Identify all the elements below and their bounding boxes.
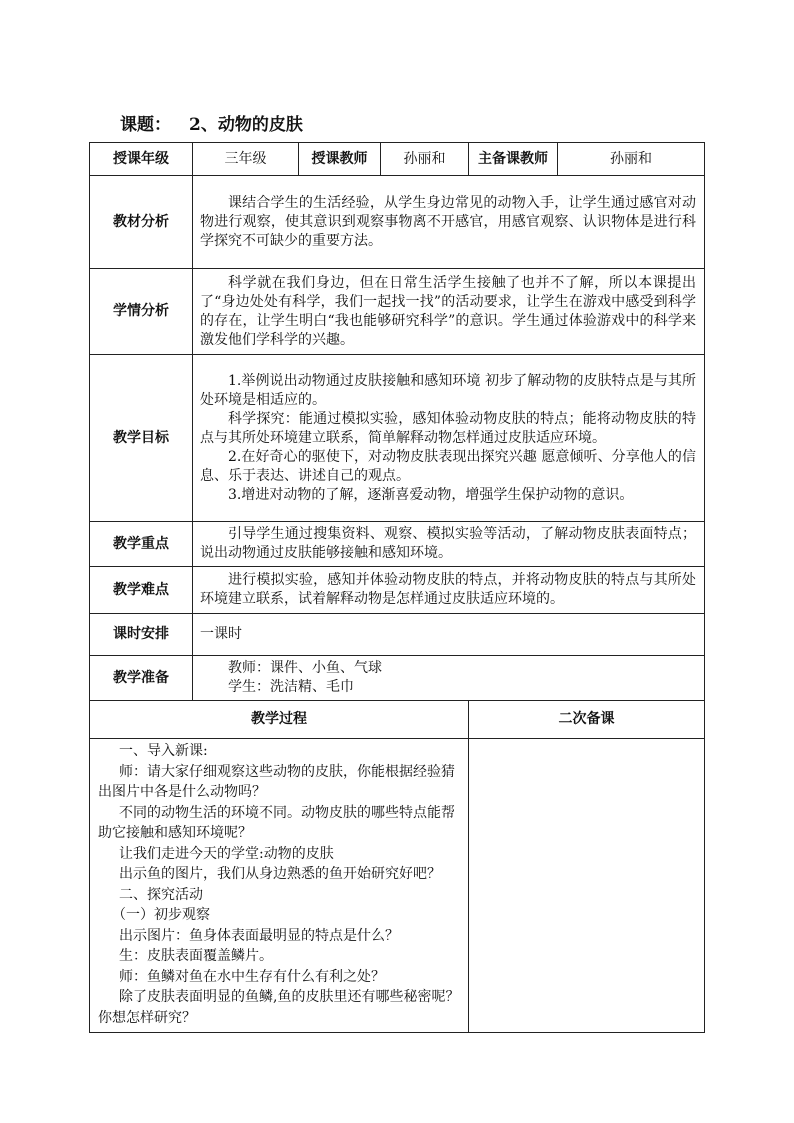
- key-content: [193, 522, 705, 567]
- prep-content: [193, 656, 705, 701]
- lesson-title: [120, 110, 321, 135]
- lead-teacher-label: 主备课教师: [469, 143, 558, 176]
- student-content: [193, 269, 705, 355]
- lead-teacher-value: 孙丽和: [558, 143, 705, 176]
- difficulty-text: 进行模拟实验，感知并体验动物皮肤的特点，并将动物皮肤的特点与其所处环境建立联系，试着解释动物是怎样通过皮肤适应环境的。: [200, 572, 696, 607]
- prep-teacher: 教师：课件、小鱼、气球: [228, 660, 382, 676]
- title-text: 2、动物的皮肤: [189, 115, 303, 135]
- difficulty-content: [193, 567, 705, 614]
- material-text: 课结合学生的生活经验，从学生身边常见的动物入手，让学生通过感官对动物进行观察，使其意识到观察事物离不开感官，用感官观察、认识物体是进行科学探究不可缺少的重要方法。: [200, 194, 696, 249]
- goals-content: [193, 355, 705, 522]
- material-label: 教材分析: [90, 176, 193, 269]
- process-line: 让我们走进今天的学堂:动物的皮肤: [119, 845, 334, 862]
- teacher-label: 授课教师: [299, 143, 381, 176]
- key-text: 引导学生通过搜集资料、观察、模拟实验等活动，了解动物皮肤表面特点；说出动物通过皮肤能够接触和感知环境。: [200, 526, 696, 561]
- revision-header: 二次备课: [469, 701, 705, 739]
- process-line: （一）初步观察: [112, 907, 210, 923]
- material-content: [193, 176, 705, 269]
- goal-2: 科学探究：能通过模拟实验，感知体验动物皮肤的特点；能将动物皮肤的特点与其所处环境建立联系，简单解释动物怎样通过皮肤适应环境。: [200, 410, 696, 446]
- teacher-value: 孙丽和: [381, 143, 469, 176]
- process-line: 二、探究活动: [119, 886, 203, 903]
- process-line: 不同的动物生活的环境不同。动物皮肤的哪些特点能帮助它接触和感知环境呢？: [98, 804, 455, 841]
- process-line: 出示鱼的图片，我们从身边熟悉的鱼开始研究好吧？: [119, 866, 441, 882]
- process-line: 师：请大家仔细观察这些动物的皮肤，你能根据经验猜出图片中各是什么动物吗？: [98, 763, 455, 800]
- prep-label: 教学准备: [90, 656, 193, 701]
- goal-4: 3.增进对动物的了解，逐渐喜爱动物，增强学生保护动物的意识。: [228, 486, 634, 503]
- process-line: 生：皮肤表面覆盖鳞片。: [119, 948, 273, 964]
- grade-value: 三年级: [193, 143, 299, 176]
- difficulty-label: 教学难点: [90, 567, 193, 614]
- grade-label: 授课年级: [90, 143, 193, 176]
- goal-1: 1.举例说出动物通过皮肤接触和感知环境 初步了解动物的皮肤特点是与其所处环境是相适应的。: [200, 372, 696, 408]
- key-label: 教学重点: [90, 522, 193, 567]
- process-line: 出示图片：鱼身体表面最明显的特点是什么？: [119, 927, 399, 944]
- process-line: 一、导入新课:: [119, 743, 208, 759]
- student-label: 学情分析: [90, 269, 193, 355]
- prep-student: 学生：洗洁精、毛巾: [228, 679, 354, 695]
- process-line: 师：鱼鳞对鱼在水中生存有什么有利之处？: [119, 968, 385, 985]
- student-text: 科学就在我们身边，但在日常生活学生接触了也并不了解，所以本课提出了“身边处处有科学，我们一起找一找”的活动要求，让学生在游戏中感受到科学的存在，让学生明白“我也能够研究科学”的意识。学生通过体验游戏中的科学来激发他们学科学的兴趣。: [200, 274, 696, 348]
- process-line: 除了皮肤表面明显的鱼鳞,鱼的皮肤里还有哪些秘密呢？你想怎样研究？: [98, 989, 460, 1026]
- goal-3: 2.在好奇心的驱使下，对动物皮肤表现出探究兴趣 愿意倾听、分享他人的信息、乐于表达、讲述自己的观点。: [200, 448, 696, 484]
- goals-label: 教学目标: [90, 355, 193, 522]
- process-content: [90, 739, 469, 1033]
- lesson-plan-table: [89, 142, 705, 1033]
- title-label: 课题：: [120, 115, 171, 135]
- schedule-label: 课时安排: [90, 614, 193, 656]
- process-header: 教学过程: [90, 701, 469, 739]
- revision-content: [469, 739, 705, 1033]
- schedule-value: 一课时: [193, 614, 705, 656]
